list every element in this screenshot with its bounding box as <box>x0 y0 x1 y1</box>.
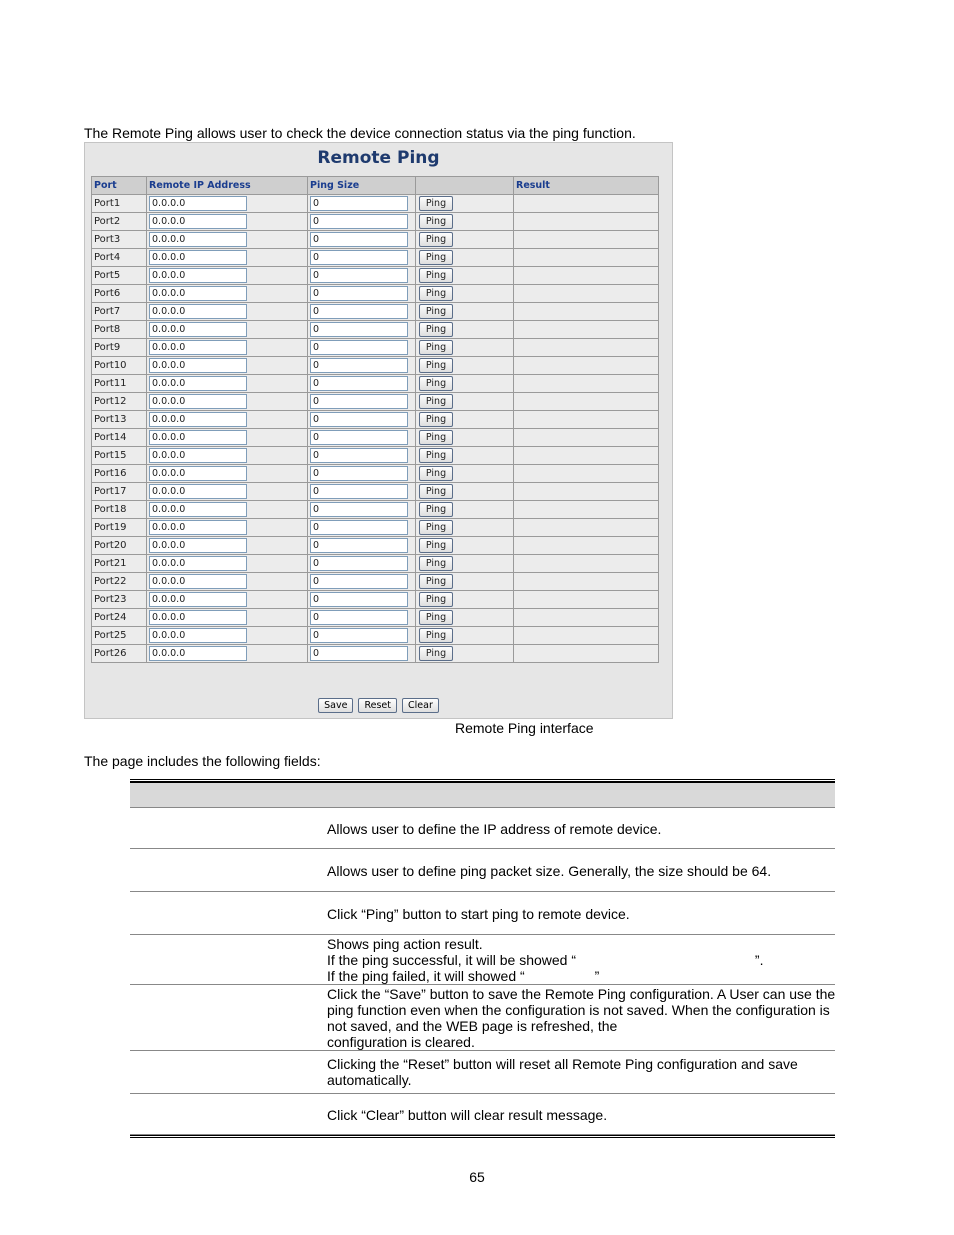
fields-table <box>130 779 835 1142</box>
result-cell <box>514 249 659 267</box>
table-row <box>92 339 659 357</box>
table-row <box>92 321 659 339</box>
ping-size-input[interactable]: 0 <box>310 430 408 445</box>
remote-ip-input[interactable]: 0.0.0.0 <box>149 502 247 517</box>
ping-button[interactable]: Ping <box>419 448 453 463</box>
ping-button[interactable]: Ping <box>419 268 453 283</box>
field-description <box>327 936 835 984</box>
table-row <box>92 645 659 663</box>
ping-size-input[interactable]: 0 <box>310 394 408 409</box>
ping-button[interactable]: Ping <box>419 376 453 391</box>
ping-button[interactable]: Ping <box>419 196 453 211</box>
description-line: If the ping failed, it will showed “ ” <box>327 968 600 984</box>
result-cell <box>514 447 659 465</box>
field-row <box>130 985 835 1051</box>
table-row <box>92 411 659 429</box>
table-row <box>92 483 659 501</box>
ping-size-input[interactable]: 0 <box>310 376 408 391</box>
ping-button[interactable]: Ping <box>419 466 453 481</box>
ping-size-input[interactable]: 0 <box>310 592 408 607</box>
ping-button[interactable]: Ping <box>419 358 453 373</box>
ping-size-input[interactable]: 0 <box>310 610 408 625</box>
description-line: If the ping successful, it will be showed “ ”. <box>327 952 764 968</box>
remote-ping-table <box>91 176 659 663</box>
ping-size-input[interactable]: 0 <box>310 574 408 589</box>
result-cell <box>514 429 659 447</box>
ping-size-input[interactable]: 0 <box>310 214 408 229</box>
result-cell <box>514 411 659 429</box>
ping-button[interactable]: Ping <box>419 412 453 427</box>
port-label: Port16 <box>92 465 147 483</box>
result-cell <box>514 267 659 285</box>
header-action <box>416 177 514 195</box>
remote-ip-input[interactable]: 0.0.0.0 <box>149 268 247 283</box>
ping-button[interactable]: Ping <box>419 322 453 337</box>
remote-ip-input[interactable]: 0.0.0.0 <box>149 232 247 247</box>
ping-button[interactable]: Ping <box>419 304 453 319</box>
result-cell <box>514 393 659 411</box>
description-line: Allows user to define the IP address of remote device. <box>327 821 662 837</box>
table-row <box>92 285 659 303</box>
fields-intro: The page includes the following fields: <box>84 753 321 769</box>
result-cell <box>514 465 659 483</box>
table-row <box>92 573 659 591</box>
header-port: Port <box>92 177 147 195</box>
result-cell <box>514 645 659 663</box>
ping-size-input[interactable]: 0 <box>310 250 408 265</box>
remote-ip-input[interactable]: 0.0.0.0 <box>149 628 247 643</box>
ping-size-input[interactable]: 0 <box>310 448 408 463</box>
field-row <box>130 808 835 849</box>
page-number: 65 <box>469 1169 485 1185</box>
ping-size-input[interactable]: 0 <box>310 340 408 355</box>
description-line: automatically. <box>327 1072 412 1088</box>
ping-button[interactable]: Ping <box>419 250 453 265</box>
result-cell <box>514 231 659 249</box>
field-description <box>327 863 835 879</box>
field-row <box>130 935 835 985</box>
table-row <box>92 249 659 267</box>
table-row <box>92 213 659 231</box>
ping-button[interactable]: Ping <box>419 286 453 301</box>
reset-button[interactable]: Reset <box>358 698 397 713</box>
ping-size-input[interactable]: 0 <box>310 304 408 319</box>
result-cell <box>514 483 659 501</box>
save-button[interactable]: Save <box>318 698 353 713</box>
table-row <box>92 465 659 483</box>
ping-button[interactable]: Ping <box>419 430 453 445</box>
table-row <box>92 357 659 375</box>
remote-ip-input[interactable]: 0.0.0.0 <box>149 250 247 265</box>
port-label: Port3 <box>92 231 147 249</box>
remote-ip-input[interactable]: 0.0.0.0 <box>149 358 247 373</box>
port-label: Port19 <box>92 519 147 537</box>
remote-ip-input[interactable]: 0.0.0.0 <box>149 430 247 445</box>
ping-size-input[interactable]: 0 <box>310 322 408 337</box>
field-description <box>327 906 835 922</box>
ping-size-input[interactable]: 0 <box>310 268 408 283</box>
result-cell <box>514 627 659 645</box>
port-label: Port4 <box>92 249 147 267</box>
result-cell <box>514 213 659 231</box>
field-description <box>327 1107 835 1123</box>
header-remote-ip: Remote IP Address <box>147 177 308 195</box>
result-cell <box>514 501 659 519</box>
port-label: Port15 <box>92 447 147 465</box>
port-label: Port8 <box>92 321 147 339</box>
result-cell <box>514 375 659 393</box>
result-cell <box>514 357 659 375</box>
ping-button[interactable]: Ping <box>419 610 453 625</box>
ping-size-input[interactable]: 0 <box>310 358 408 373</box>
remote-ip-input[interactable]: 0.0.0.0 <box>149 340 247 355</box>
table-row <box>92 393 659 411</box>
port-label: Port6 <box>92 285 147 303</box>
table-row <box>92 591 659 609</box>
description-line: Click “Ping” button to start ping to remote device. <box>327 906 630 922</box>
ping-button[interactable]: Ping <box>419 538 453 553</box>
port-label: Port26 <box>92 645 147 663</box>
description-line: Click the “Save” button to save the Remote Ping configuration. A User can use the <box>327 986 836 1002</box>
panel-title: Remote Ping <box>317 148 440 168</box>
result-cell <box>514 591 659 609</box>
remote-ip-input[interactable]: 0.0.0.0 <box>149 538 247 553</box>
remote-ip-input[interactable]: 0.0.0.0 <box>149 214 247 229</box>
port-label: Port17 <box>92 483 147 501</box>
remote-ip-input[interactable]: 0.0.0.0 <box>149 412 247 427</box>
ping-button[interactable]: Ping <box>419 628 453 643</box>
table-row <box>92 627 659 645</box>
field-row <box>130 892 835 935</box>
intro-text: The Remote Ping allows user to check the device connection status via the ping function. <box>84 125 636 141</box>
result-cell <box>514 339 659 357</box>
ping-button[interactable]: Ping <box>419 340 453 355</box>
port-label: Port11 <box>92 375 147 393</box>
remote-ip-input[interactable]: 0.0.0.0 <box>149 520 247 535</box>
port-label: Port18 <box>92 501 147 519</box>
header-ping-size: Ping Size <box>308 177 416 195</box>
ping-size-input[interactable]: 0 <box>310 412 408 427</box>
port-label: Port9 <box>92 339 147 357</box>
port-label: Port25 <box>92 627 147 645</box>
description-line: Shows ping action result. <box>327 936 483 952</box>
result-cell <box>514 609 659 627</box>
port-label: Port23 <box>92 591 147 609</box>
form-buttons <box>85 698 672 713</box>
description-line: ping function even when the configuration is not saved. When the configuration is <box>327 1002 830 1018</box>
table-row <box>92 195 659 213</box>
remote-ip-input[interactable]: 0.0.0.0 <box>149 646 247 661</box>
table-header-row <box>92 177 659 195</box>
field-row <box>130 849 835 892</box>
ping-button[interactable]: Ping <box>419 502 453 517</box>
ping-size-input[interactable]: 0 <box>310 646 408 661</box>
ping-size-input[interactable]: 0 <box>310 484 408 499</box>
remote-ip-input[interactable]: 0.0.0.0 <box>149 466 247 481</box>
table-row <box>92 537 659 555</box>
table-row <box>92 429 659 447</box>
port-label: Port22 <box>92 573 147 591</box>
table-row <box>92 375 659 393</box>
table-row <box>92 609 659 627</box>
result-cell <box>514 303 659 321</box>
table-row <box>92 231 659 249</box>
header-result: Result <box>514 177 659 195</box>
remote-ip-input[interactable]: 0.0.0.0 <box>149 376 247 391</box>
ping-size-input[interactable]: 0 <box>310 628 408 643</box>
result-cell <box>514 321 659 339</box>
ping-button[interactable]: Ping <box>419 556 453 571</box>
ping-size-input[interactable]: 0 <box>310 556 408 571</box>
field-description <box>327 821 835 837</box>
result-cell <box>514 537 659 555</box>
port-label: Port24 <box>92 609 147 627</box>
result-cell <box>514 555 659 573</box>
ping-button[interactable]: Ping <box>419 214 453 229</box>
result-cell <box>514 519 659 537</box>
port-label: Port5 <box>92 267 147 285</box>
ping-size-input[interactable]: 0 <box>310 502 408 517</box>
remote-ip-input[interactable]: 0.0.0.0 <box>149 286 247 301</box>
clear-button[interactable]: Clear <box>402 698 439 713</box>
ping-button[interactable]: Ping <box>419 484 453 499</box>
remote-ping-panel <box>84 142 673 719</box>
port-label: Port21 <box>92 555 147 573</box>
figure-caption: Remote Ping interface <box>455 720 594 736</box>
table-row <box>92 555 659 573</box>
remote-ip-input[interactable]: 0.0.0.0 <box>149 196 247 211</box>
port-label: Port12 <box>92 393 147 411</box>
field-row <box>130 1094 835 1135</box>
description-line: Allows user to define ping packet size. Generally, the size should be 64. <box>327 863 772 879</box>
ping-size-input[interactable]: 0 <box>310 286 408 301</box>
port-label: Port20 <box>92 537 147 555</box>
port-label: Port13 <box>92 411 147 429</box>
table-bottom-rule <box>130 1135 835 1142</box>
remote-ip-input[interactable]: 0.0.0.0 <box>149 556 247 571</box>
fields-table-header <box>130 783 835 808</box>
remote-ip-input[interactable]: 0.0.0.0 <box>149 592 247 607</box>
result-cell <box>514 285 659 303</box>
ping-size-input[interactable]: 0 <box>310 466 408 481</box>
port-label: Port7 <box>92 303 147 321</box>
port-label: Port2 <box>92 213 147 231</box>
description-line: configuration is cleared. <box>327 1034 475 1050</box>
ping-button[interactable]: Ping <box>419 592 453 607</box>
table-row <box>92 447 659 465</box>
remote-ip-input[interactable]: 0.0.0.0 <box>149 304 247 319</box>
ping-size-input[interactable]: 0 <box>310 538 408 553</box>
field-description <box>327 986 835 1050</box>
description-line: not saved, and the WEB page is refreshed, the <box>327 1018 618 1034</box>
table-row <box>92 267 659 285</box>
description-line: Click “Clear” button will clear result message. <box>327 1107 608 1123</box>
remote-ip-input[interactable]: 0.0.0.0 <box>149 394 247 409</box>
remote-ip-input[interactable]: 0.0.0.0 <box>149 322 247 337</box>
table-row <box>92 501 659 519</box>
remote-ip-input[interactable]: 0.0.0.0 <box>149 610 247 625</box>
result-cell <box>514 573 659 591</box>
field-row <box>130 1051 835 1094</box>
port-label: Port1 <box>92 195 147 213</box>
ping-size-input[interactable]: 0 <box>310 196 408 211</box>
ping-size-input[interactable]: 0 <box>310 520 408 535</box>
port-label: Port10 <box>92 357 147 375</box>
remote-ip-input[interactable]: 0.0.0.0 <box>149 484 247 499</box>
ping-button[interactable]: Ping <box>419 646 453 661</box>
table-row <box>92 303 659 321</box>
field-description <box>327 1056 835 1088</box>
port-label: Port14 <box>92 429 147 447</box>
ping-size-input[interactable]: 0 <box>310 232 408 247</box>
table-row <box>92 519 659 537</box>
ping-button[interactable]: Ping <box>419 394 453 409</box>
ping-button[interactable]: Ping <box>419 520 453 535</box>
ping-button[interactable]: Ping <box>419 574 453 589</box>
remote-ip-input[interactable]: 0.0.0.0 <box>149 448 247 463</box>
description-line: Clicking the “Reset” button will reset all Remote Ping configuration and save <box>327 1056 798 1072</box>
ping-button[interactable]: Ping <box>419 232 453 247</box>
result-cell <box>514 195 659 213</box>
remote-ip-input[interactable]: 0.0.0.0 <box>149 574 247 589</box>
